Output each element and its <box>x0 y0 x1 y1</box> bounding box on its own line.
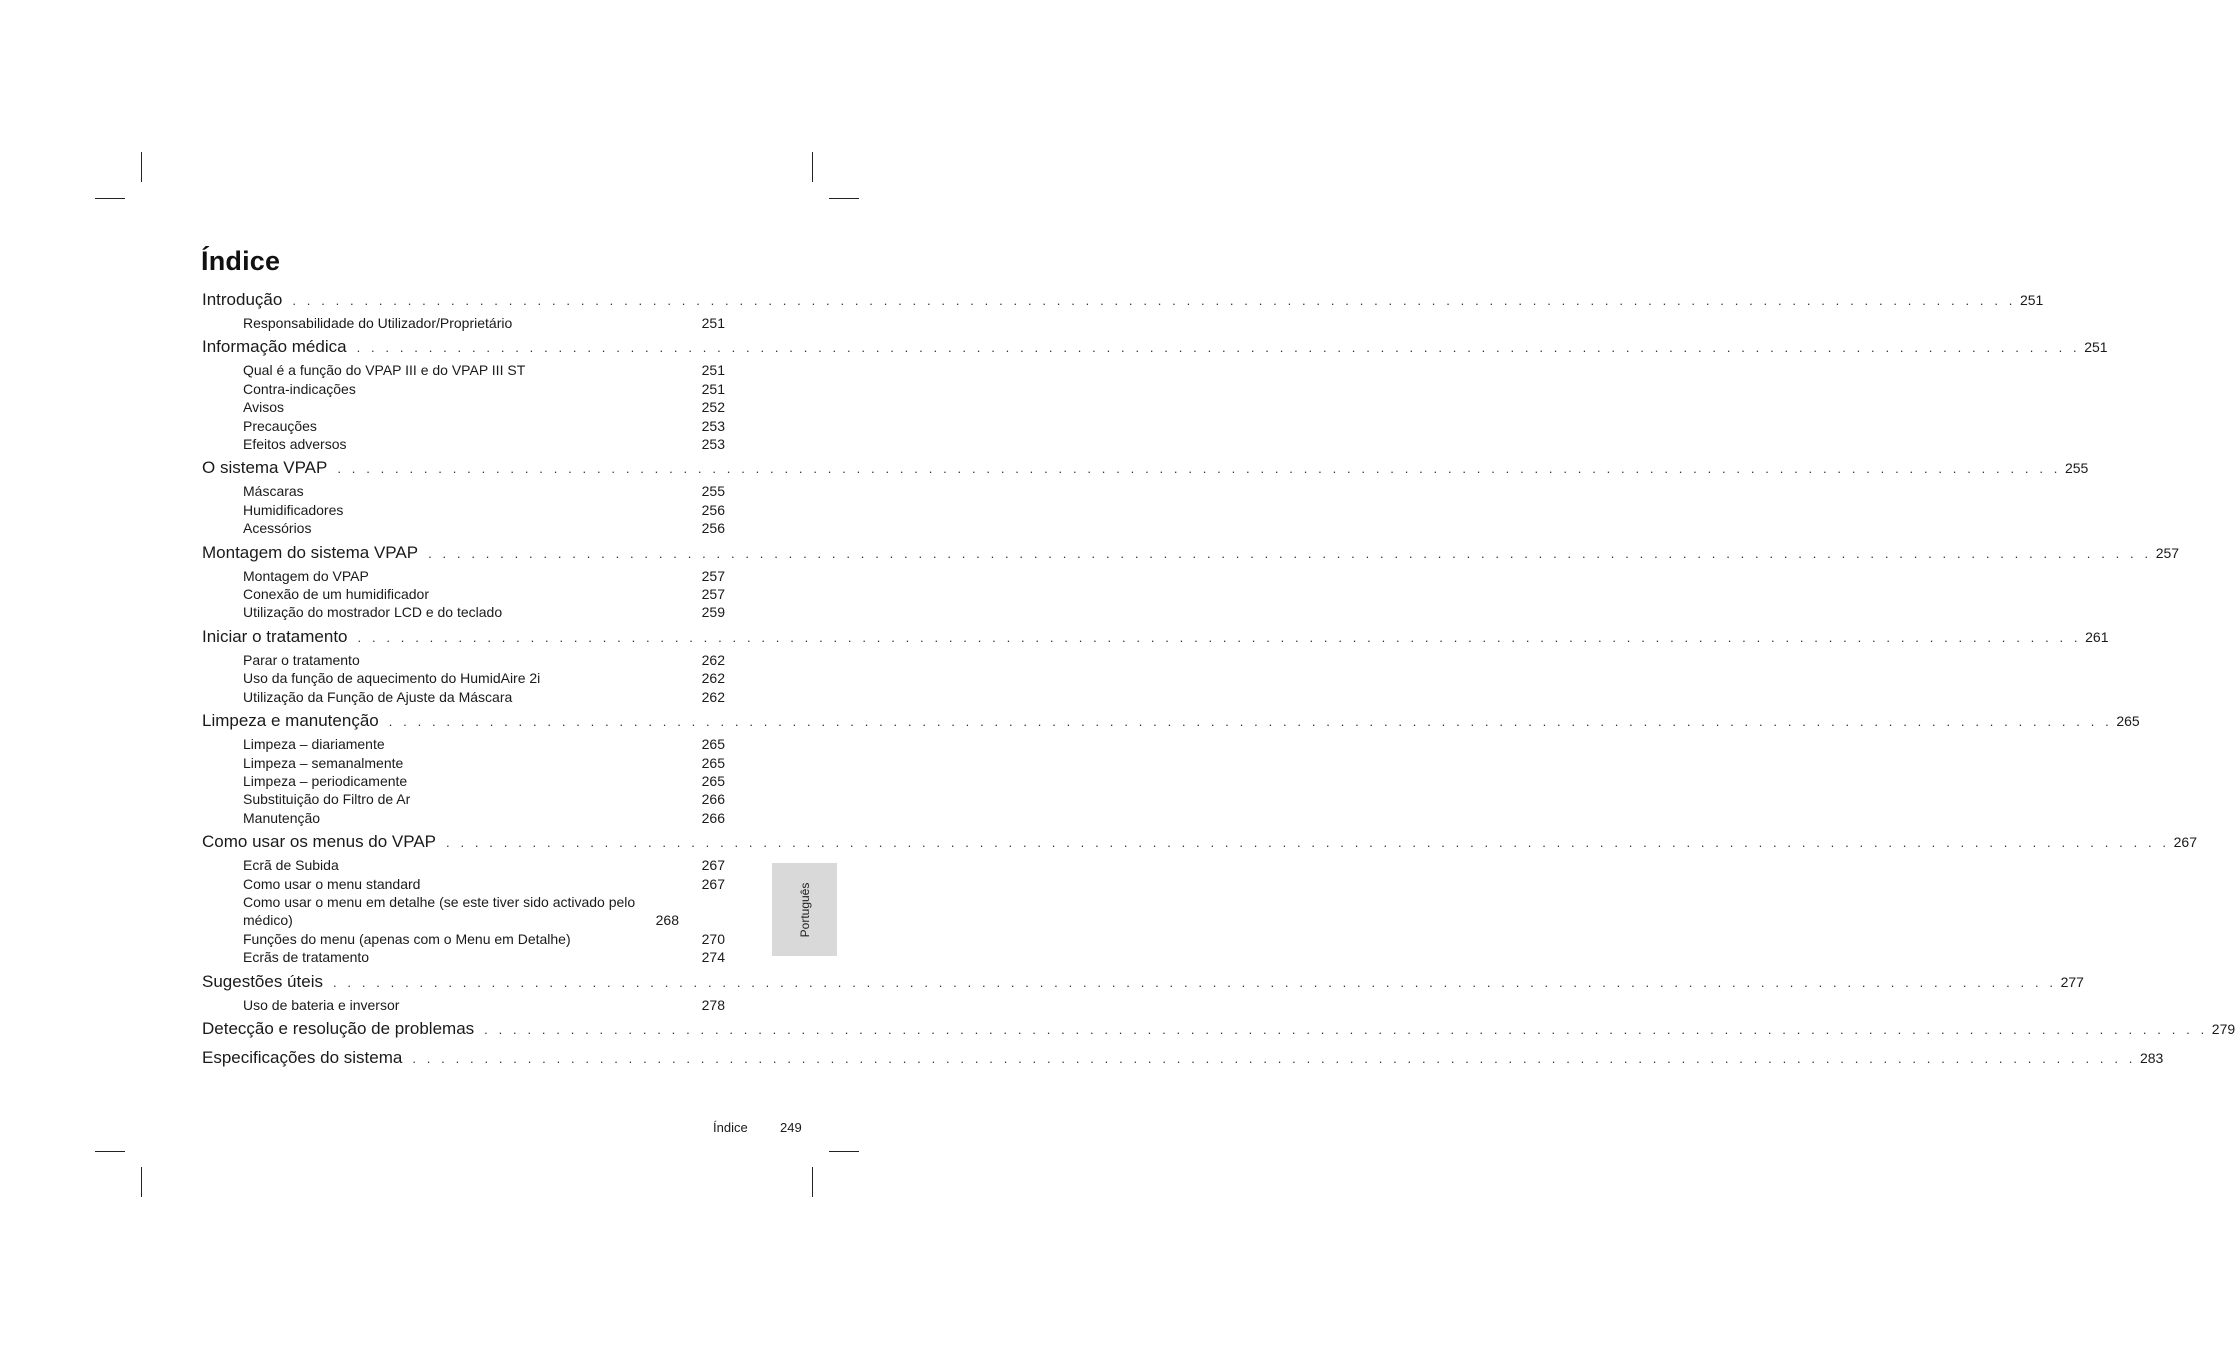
toc-subentry-label: Qual é a função do VPAP III e do VPAP III ST <box>243 362 526 379</box>
toc-subentry-label: Conexão de um humidificador <box>243 586 429 603</box>
toc-entry[interactable] <box>202 290 2044 314</box>
toc-subentry[interactable] <box>243 669 725 687</box>
toc-subentry-page: 270 <box>701 930 725 947</box>
toc-subentry-page: 252 <box>701 399 725 416</box>
toc-subentry-label: Uso de bateria e inversor <box>243 996 400 1013</box>
toc-entry-page: 261 <box>2085 628 2109 645</box>
toc-subentry-page: 266 <box>701 809 725 826</box>
toc-subentry-page: 262 <box>701 670 725 687</box>
crop-mark-top-left-v <box>141 152 142 182</box>
toc-subentry-label: Montagem do VPAP <box>243 567 369 584</box>
toc-subentry-page: 251 <box>701 315 725 331</box>
toc-subentry-page: 256 <box>701 501 725 518</box>
toc-subentry[interactable] <box>243 435 725 453</box>
toc-entry-page: 267 <box>2173 834 2197 851</box>
toc-subentry-label: Como usar o menu standard <box>243 875 421 892</box>
toc-subentry-page: 274 <box>701 949 725 966</box>
toc-subentry[interactable] <box>243 603 725 621</box>
toc-subentry[interactable] <box>243 651 725 669</box>
toc-subentry-label: Substituição do Filtro de Ar <box>243 791 411 808</box>
dot-leader: . . . . . . . . . . . . . . . . . . . . . . . . . . . . . . . . . . . . . . . . . . . . . . . . . . . . . . . . . . . . . . . . . . . . . . . . . . . . . . . . . . . . . . . . . . . . . . . . . . . . . . . . . . . . . . . . . . . . . . . . <box>292 293 2016 308</box>
toc-subentry-page: 256 <box>701 520 725 537</box>
toc-subentry[interactable] <box>243 754 725 772</box>
toc-subentry-page: 251 <box>701 362 725 379</box>
toc-subentry-page: 265 <box>701 736 725 753</box>
toc-subentry[interactable] <box>243 585 725 603</box>
toc-entry[interactable] <box>202 971 2084 996</box>
toc-subentry[interactable] <box>243 930 725 948</box>
toc-subentry[interactable] <box>243 790 725 808</box>
toc-entry-page: 251 <box>2084 339 2108 356</box>
language-tab-label: Português <box>797 882 812 937</box>
toc-entry-label: Informação médica <box>202 337 347 357</box>
dot-leader: . . . . . . . . . . . . . . . . . . . . . . . . . . . . . . . . . . . . . . . . . . . . . . . . . . . . . . . . . . . . . . . . . . . . . . . . . . . . . . . . . . . . . . . . . . . . . . . . . . . . . . . . . . . . . . . . . . . . . . . . <box>446 835 2170 851</box>
toc-subentry-label: Efeitos adversos <box>243 436 347 453</box>
toc-subentry[interactable] <box>243 856 725 874</box>
toc-entry-page: 255 <box>2064 460 2089 477</box>
dot-leader: . . . . . . . . . . . . . . . . . . . . . . . . . . . . . . . . . . . . . . . . . . . . . . . . . . . . . . . . . . . . . . . . . . . . . . . . . . . . . . . . . . . . . . . . . . . . . . . . . . . . . . . . . . . . . . . . . . . . . . . . <box>356 340 2081 356</box>
footer-page-number: 249 <box>780 1120 802 1135</box>
toc-entry-label: Especificações do sistema <box>202 1047 403 1067</box>
toc-entry[interactable] <box>202 832 2197 856</box>
toc-entry-label: Sugestões úteis <box>202 971 323 991</box>
toc-entry[interactable] <box>202 711 2140 735</box>
toc-subentry[interactable] <box>243 688 725 706</box>
toc-subentry[interactable] <box>243 875 725 893</box>
toc-entry-page: 279 <box>2211 1020 2235 1037</box>
toc-subentry-label: Utilização da Função de Ajuste da Máscara <box>243 688 513 705</box>
toc-subentry-label: Ecrã de Subida <box>243 857 339 874</box>
crop-mark-top-right-h <box>829 198 859 199</box>
toc-subentry[interactable] <box>243 519 725 537</box>
toc-entry[interactable] <box>202 542 2180 567</box>
toc-subentry-label: Ecrãs de tratamento <box>243 949 370 966</box>
toc-subentry-label: Acessórios <box>243 520 312 537</box>
dot-leader: . . . . . . . . . . . . . . . . . . . . . . . . . . . . . . . . . . . . . . . . . . . . . . . . . . . . . . . . . . . . . . . . . . . . . . . . . . . . . . . . . . . . . . . . . . . . . . . . . . . . . . . . . . . . . . . . . . . . . . . . <box>357 629 2082 645</box>
toc-subentry[interactable] <box>243 948 725 966</box>
toc-subentry-page: 268 <box>655 912 679 929</box>
language-tab <box>772 863 837 956</box>
toc-subentry-label: Responsabilidade do Utilizador/Proprietário <box>243 315 513 331</box>
toc-subentry-page: 266 <box>701 791 725 808</box>
toc-subentry-page: 257 <box>701 586 725 603</box>
toc-entry[interactable] <box>202 1018 2235 1043</box>
toc-subentry-page: 265 <box>701 754 725 771</box>
toc-subentry-page: 265 <box>701 772 725 789</box>
toc-entry[interactable] <box>202 626 2109 651</box>
toc-subentry[interactable] <box>243 809 725 827</box>
toc-subentry-page: 251 <box>701 380 725 397</box>
toc-entry[interactable] <box>202 337 2108 361</box>
toc-subentry[interactable] <box>243 417 725 435</box>
toc-entry-label: O sistema VPAP <box>202 458 328 478</box>
toc-subentry-label: Parar o tratamento <box>243 651 360 668</box>
crop-mark-bottom-left-v <box>141 1167 142 1197</box>
toc-subentry-label: Limpeza – semanalmente <box>243 754 404 771</box>
toc-subentry-page: 262 <box>701 688 725 705</box>
dot-leader: . . . . . . . . . . . . . . . . . . . . . . . . . . . . . . . . . . . . . . . . . . . . . . . . . . . . . . . . . . . . . . . . . . . . . . . . . . . . . . . . . . . . . . . . . . . . . . . . . . . . . . . . . . . . . . . . . . . . . . . . <box>332 974 2057 990</box>
toc-entry-label: Limpeza e manutenção <box>202 711 379 731</box>
toc-subentry-page: 278 <box>701 996 725 1013</box>
page-title: Índice <box>201 246 281 276</box>
toc-subentry-page: 257 <box>701 567 725 584</box>
toc-subentry-label: Limpeza – periodicamente <box>243 772 408 789</box>
toc-subentry-page: 255 <box>701 483 725 500</box>
toc-subentry-page: 267 <box>701 857 725 874</box>
toc-subentry-page: 262 <box>701 651 725 668</box>
toc-subentry[interactable] <box>243 314 725 332</box>
toc-subentry[interactable] <box>243 501 725 519</box>
toc-subentry[interactable] <box>243 398 725 416</box>
dot-leader: . . . . . . . . . . . . . . . . . . . . . . . . . . . . . . . . . . . . . . . . . . . . . . . . . . . . . . . . . . . . . . . . . . . . . . . . . . . . . . . . . . . . . . . . . . . . . . . . . . . . . . . . . . . . . . . . . . . . . . . . <box>428 545 2152 561</box>
toc-subentry[interactable] <box>243 996 725 1014</box>
crop-mark-bottom-right-h <box>829 1151 859 1152</box>
toc-entry-page: 283 <box>2139 1049 2164 1066</box>
toc-entry-label: Introdução <box>202 290 283 309</box>
dot-leader: . . . . . . . . . . . . . . . . . . . . . . . . . . . . . . . . . . . . . . . . . . . . . . . . . . . . . . . . . . . . . . . . . . . . . . . . . . . . . . . . . . . . . . . . . . . . . . . . . . . . . . . . . . . . . . . . . . . . . . . . <box>484 1021 2208 1037</box>
footer-section-label: Índice <box>713 1120 748 1135</box>
toc-subentry-label: Contra-indicações <box>243 380 356 397</box>
toc-subentry-page: 267 <box>701 875 725 892</box>
toc-subentry-page: 253 <box>701 417 725 434</box>
toc-subentry[interactable] <box>243 567 725 585</box>
toc-subentry[interactable] <box>243 380 725 398</box>
toc-subentry[interactable] <box>243 735 725 753</box>
toc-subentry-label: Manutenção <box>243 809 321 826</box>
crop-mark-bottom-right-v <box>812 1167 813 1197</box>
toc-subentry-label: Máscaras <box>243 483 304 500</box>
toc-entry-page: 257 <box>2155 544 2180 561</box>
toc-subentry-label: Limpeza – diariamente <box>243 736 385 753</box>
toc-entry[interactable] <box>202 458 2089 482</box>
toc-subentry[interactable] <box>243 893 725 930</box>
dot-leader: . . . . . . . . . . . . . . . . . . . . . . . . . . . . . . . . . . . . . . . . . . . . . . . . . . . . . . . . . . . . . . . . . . . . . . . . . . . . . . . . . . . . . . . . . . . . . . . . . . . . . . . . . . . . . . . . . . . . . . . . <box>337 461 2061 477</box>
toc-subentry-label: Funções do menu (apenas com o Menu em Detalhe) <box>243 930 571 947</box>
crop-mark-top-left-h <box>95 198 125 199</box>
toc-subentry-page: 259 <box>701 604 725 621</box>
toc-entry-label: Montagem do sistema VPAP <box>202 542 419 562</box>
toc-entry-label: Iniciar o tratamento <box>202 626 348 646</box>
toc-entry-label: Como usar os menus do VPAP <box>202 832 437 852</box>
toc-entry-label: Detecção e resolução de problemas <box>202 1018 475 1038</box>
toc-subentry[interactable] <box>243 482 725 500</box>
toc-subentry-page: 253 <box>701 436 725 453</box>
crop-mark-bottom-left-h <box>95 1151 125 1152</box>
toc-subentry-label: Uso da função de aquecimento do HumidAire 2i <box>243 670 541 687</box>
toc-subentry-label: Utilização do mostrador LCD e do teclado <box>243 604 503 621</box>
dot-leader: . . . . . . . . . . . . . . . . . . . . . . . . . . . . . . . . . . . . . . . . . . . . . . . . . . . . . . . . . . . . . . . . . . . . . . . . . . . . . . . . . . . . . . . . . . . . . . . . . . . . . . . . . . . . . . . . . . . . . . . . <box>412 1050 2136 1066</box>
toc-entry[interactable] <box>202 1047 2164 1072</box>
dot-leader: . . . . . . . . . . . . . . . . . . . . . . . . . . . . . . . . . . . . . . . . . . . . . . . . . . . . . . . . . . . . . . . . . . . . . . . . . . . . . . . . . . . . . . . . . . . . . . . . . . . . . . . . . . . . . . . . . . . . . . . . <box>388 714 2113 730</box>
toc-subentry[interactable] <box>243 772 725 790</box>
toc-entry-page: 251 <box>2019 292 2044 308</box>
toc-subentry[interactable] <box>243 361 725 379</box>
toc-subentry-label: Como usar o menu em detalhe (se este tiver sido activado pelo médico) <box>243 893 636 929</box>
toc-entry-page: 265 <box>2116 713 2140 730</box>
crop-mark-top-right-v <box>812 152 813 182</box>
toc-subentry-label: Humidificadores <box>243 501 344 518</box>
toc-subentry-label: Avisos <box>243 399 284 416</box>
toc-entry-page: 277 <box>2060 973 2084 990</box>
toc-subentry-label: Precauções <box>243 417 317 434</box>
